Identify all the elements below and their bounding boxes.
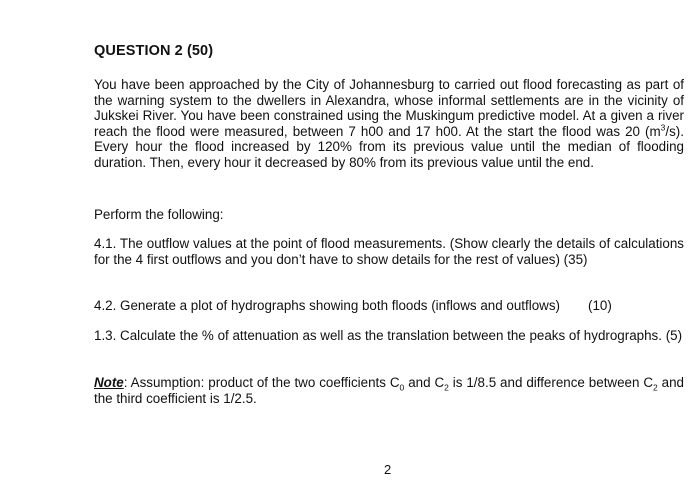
note-text-b: and C [404,375,445,390]
intro-text-part1: You have been approached by the City of Johannesburg to carried out flood forecasting as part of the warning system to the dwellers in Alexandra, whose informal settlements are in the vicinity of Jukskei River. You have been constrained using the Muskingum predictive model. At a given a river reach the flood were measured, between 7 h00 and 17 h00. At the start the flood was 20 (m [94,77,684,139]
page-number: 2 [384,462,392,477]
task-4-2-text: 4.2. Generate a plot of hydrographs showing both floods (inflows and outflows) [94,298,560,313]
note-text-c: is 1/8.5 and difference between C [448,375,654,390]
coefficient-subscript-2b: 2 [653,382,658,393]
coefficient-subscript-2: 2 [444,382,449,393]
task-4-2-marks: (10) [587,298,612,313]
note-paragraph [94,375,684,406]
task-4-2 [94,298,684,314]
cubic-superscript: 3 [660,122,666,133]
note-text-a: : Assumption: product of the two coefficients C [123,375,400,390]
note-label: Note [94,375,124,390]
intro-paragraph [94,77,684,171]
task-1-3: 1.3. Calculate the % of attenuation as well as the translation between the peaks of hydrographs. (5) [94,328,683,343]
perform-instruction: Perform the following: [94,207,224,222]
coefficient-subscript-0: 0 [399,382,405,393]
note-text-d: and the third coefficient is 1/2.5. [94,375,685,406]
intro-text-part2: /s). Every hour the flood increased by 120% from its previous value until the median of flooding duration. Then, every hour it decreased by 80% from its previous value until the end. [94,123,684,170]
task-4-1: 4.1. The outflow values at the point of flood measurements. (Show clearly the details of calculations for the 4 first outflows and you don’t have to show details for the rest of values) (35) [94,236,684,267]
question-heading: QUESTION 2 (50) [94,43,214,59]
